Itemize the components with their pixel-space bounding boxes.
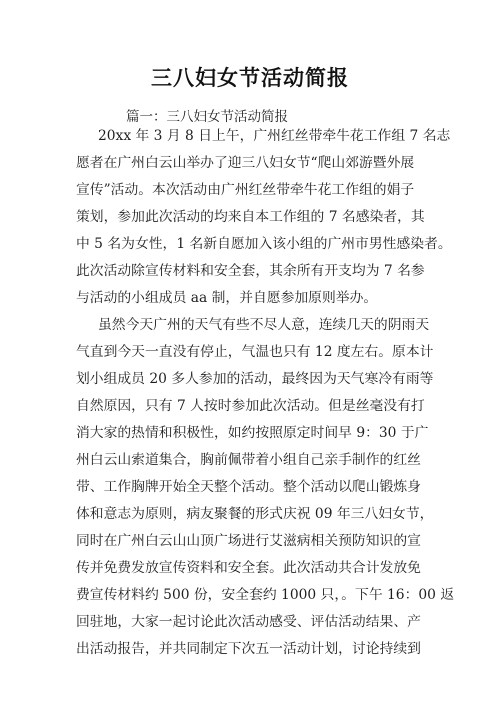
body-line: 划小组成员 20 多人参加的活动，最终因为天气寒冷有雨等 <box>76 371 434 387</box>
body-line: 回驻地，大家一起讨论此次活动感受、评估活动结果、产 <box>76 614 421 630</box>
document-title: 三八妇女节活动简报 <box>151 66 349 90</box>
body-line: 策划，参加此次活动的均来自本工作组的 7 名感染者，其 <box>76 209 425 225</box>
body-line: 自然原因，只有 7 人按时参加此次活动。但是丝毫没有打 <box>76 398 425 414</box>
body-line: 气直到今天一直没有停止，气温也只有 12 度左右。原本计 <box>76 344 434 360</box>
body-line: 消大家的热情和积极性，如约按照原定时间早 9：30 于广 <box>76 425 429 441</box>
body-line: 传并免费发放宣传资料和安全套。此次活动共合计发放免 <box>76 560 421 576</box>
body-line: 与活动的小组成员 aa 制，并自愿参加原则举办。 <box>76 290 378 306</box>
body-line: 虽然今天广州的天气有些不尽人意，连续几天的阴雨天 <box>98 317 430 333</box>
body-line: 此次活动除宣传材料和安全套，其余所有开支均为 7 名参 <box>76 263 425 279</box>
body-line: 州白云山索道集合，胸前佩带着小组自己亲手制作的红丝 <box>76 452 421 468</box>
body-line: 出活动报告，并共同制定下次五一活动计划，讨论持续到 <box>76 641 421 657</box>
body-line: 同时在广州白云山山顶广场进行艾滋病相关预防知识的宣 <box>76 533 421 549</box>
body-line: 费宣传材料约 500 份，安全套约 1000 只，。下午 16：00 返 <box>76 587 455 603</box>
body-line: 20xx 年 3 月 8 日上午，广州红丝带牵牛花工作组 7 名志 <box>98 128 451 144</box>
document-subtitle: 篇一：三八妇女节活动简报 <box>126 109 288 125</box>
body-line: 带、工作胸牌开始全天整个活动。整个活动以爬山锻炼身 <box>76 479 421 495</box>
body-line: 宣传”活动。本次活动由广州红丝带牵牛花工作组的娟子 <box>76 182 415 198</box>
body-line: 愿者在广州白云山举办了迎三八妇女节“爬山郊游暨外展 <box>76 155 415 171</box>
body-line: 体和意志为原则，病友聚餐的形式庆祝 09 年三八妇女节， <box>76 506 434 522</box>
body-line: 中 5 名为女性，1 名新自愿加入该小组的广州市男性感染者。 <box>76 236 452 252</box>
